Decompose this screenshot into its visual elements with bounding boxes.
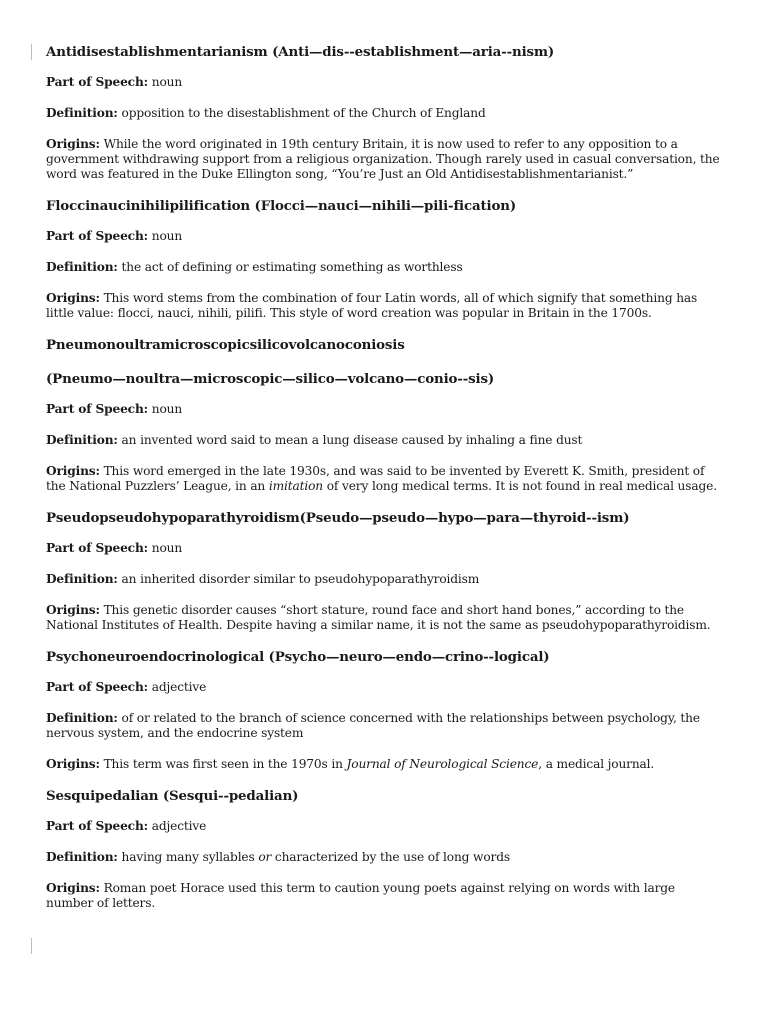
origins-label: Origins:	[46, 137, 100, 151]
part-of-speech-value: noun	[151, 402, 183, 416]
part-of-speech-line	[46, 819, 722, 834]
entry-heading: Floccinaucinihilipilification (Flocci—nauci—nihili—pili-fication)	[46, 198, 517, 214]
entry-antidisestablishmentarianism	[46, 44, 722, 182]
part-of-speech-label: Part of Speech:	[46, 229, 149, 243]
entry-heading: Pseudopseudohypoparathyroidism(Pseudo—pseudo—hypo—para—thyroid--ism)	[46, 510, 630, 526]
origins-value: Roman poet Horace used this term to caution young poets against relying on words with large number of letters.	[46, 881, 675, 910]
definition-line	[46, 433, 722, 448]
part-of-speech-value: adjective	[151, 680, 207, 694]
definition-label: Definition:	[46, 572, 118, 586]
definition-value: an invented word said to mean a lung disease caused by inhaling a fine dust	[121, 433, 583, 447]
part-of-speech-value: noun	[151, 541, 183, 555]
definition-line	[46, 572, 722, 587]
entry-pneumonoultramicroscopicsilicovolcanoconiosis	[46, 337, 722, 494]
part-of-speech-line	[46, 541, 722, 556]
part-of-speech-label: Part of Speech:	[46, 819, 149, 833]
origins-value: This word stems from the combination of four Latin words, all of which signify that something has little value: flocci, nauci, nihili, pilifi. This style of word creation was popular in Britain in the 1700s.	[46, 291, 698, 320]
entry-heading: Pneumonoultramicroscopicsilicovolcanoconiosis	[46, 337, 405, 353]
origins-value-part1: This term was first seen in the 1970s in	[103, 757, 347, 771]
definition-line	[46, 106, 722, 121]
definition-value: an inherited disorder similar to pseudohypoparathyroidism	[121, 572, 480, 586]
definition-label: Definition:	[46, 433, 118, 447]
definition-line	[46, 850, 722, 865]
definition-label: Definition:	[46, 260, 118, 274]
part-of-speech-line	[46, 402, 722, 417]
definition-value-part1: having many syllables	[121, 850, 259, 864]
part-of-speech-value: noun	[151, 229, 183, 243]
definition-value: opposition to the disestablishment of the Church of England	[121, 106, 486, 120]
origins-value-part2: of very long medical terms. It is not found in real medical usage.	[323, 479, 717, 493]
origins-emphasis: imitation	[268, 479, 324, 493]
part-of-speech-line	[46, 75, 722, 90]
origins-label: Origins:	[46, 757, 100, 771]
entry-pseudopseudohypoparathyroidism	[46, 510, 722, 633]
definition-label: Definition:	[46, 850, 118, 864]
origins-line	[46, 464, 722, 494]
entry-heading-pronunciation: (Pneumo—noultra—microscopic—silico—volcano—conio--sis)	[46, 371, 495, 387]
part-of-speech-label: Part of Speech:	[46, 402, 149, 416]
entry-heading: Psychoneuroendocrinological (Psycho—neuro—endo—crino--logical)	[46, 649, 550, 665]
part-of-speech-label: Part of Speech:	[46, 680, 149, 694]
definition-label: Definition:	[46, 711, 118, 725]
entry-psychoneuroendocrinological	[46, 649, 722, 772]
definition-value: of or related to the branch of science concerned with the relationships between psychology, the nervous system, and the endocrine system	[46, 711, 700, 740]
origins-value: This genetic disorder causes “short stature, round face and short hand bones,” according to the National Institutes of Health. Despite having a similar name, it is not the same as pseudohypoparathyroidism.	[46, 603, 711, 632]
definition-line	[46, 711, 722, 741]
entry-heading: Antidisestablishmentarianism (Anti—dis--establishment—aria--nism)	[46, 44, 555, 60]
origins-line	[46, 881, 722, 911]
origins-label: Origins:	[46, 603, 100, 617]
origins-emphasis: Journal of Neurological Science	[346, 757, 539, 771]
part-of-speech-line	[46, 680, 722, 695]
origins-value-part2: , a medical journal.	[538, 757, 655, 771]
origins-label: Origins:	[46, 881, 100, 895]
origins-label: Origins:	[46, 291, 100, 305]
definition-line	[46, 260, 722, 275]
origins-value: While the word originated in 19th century Britain, it is now used to refer to any opposition to a government withdrawing support from a religious organization. Though rarely used in casual conversation, the word was featured in the Duke Ellington song, “You’re Just an Old Antidisestablishmentarianist.”	[46, 137, 720, 181]
part-of-speech-line	[46, 229, 722, 244]
origins-line	[46, 603, 722, 633]
part-of-speech-value: adjective	[151, 819, 207, 833]
part-of-speech-label: Part of Speech:	[46, 541, 149, 555]
origins-value-part1: This word emerged in the late 1930s, and was said to be invented by Everett K. Smith, president of the National Puzzlers’ League, in an	[46, 464, 705, 493]
origins-line	[46, 137, 722, 182]
origins-line	[46, 291, 722, 321]
definition-value-part2: characterized by the use of long words	[271, 850, 510, 864]
part-of-speech-label: Part of Speech:	[46, 75, 149, 89]
entry-heading: Sesquipedalian (Sesqui--pedalian)	[46, 788, 299, 804]
entry-floccinaucinihilipilification	[46, 198, 722, 321]
origins-line	[46, 757, 722, 772]
margin-mark-bottom	[31, 938, 32, 954]
definition-emphasis: or	[258, 850, 272, 864]
margin-mark-top	[31, 44, 32, 60]
entry-sesquipedalian	[46, 788, 722, 911]
glossary-content	[46, 44, 722, 911]
part-of-speech-value: noun	[151, 75, 183, 89]
definition-label: Definition:	[46, 106, 118, 120]
origins-label: Origins:	[46, 464, 100, 478]
definition-value: the act of defining or estimating something as worthless	[121, 260, 463, 274]
